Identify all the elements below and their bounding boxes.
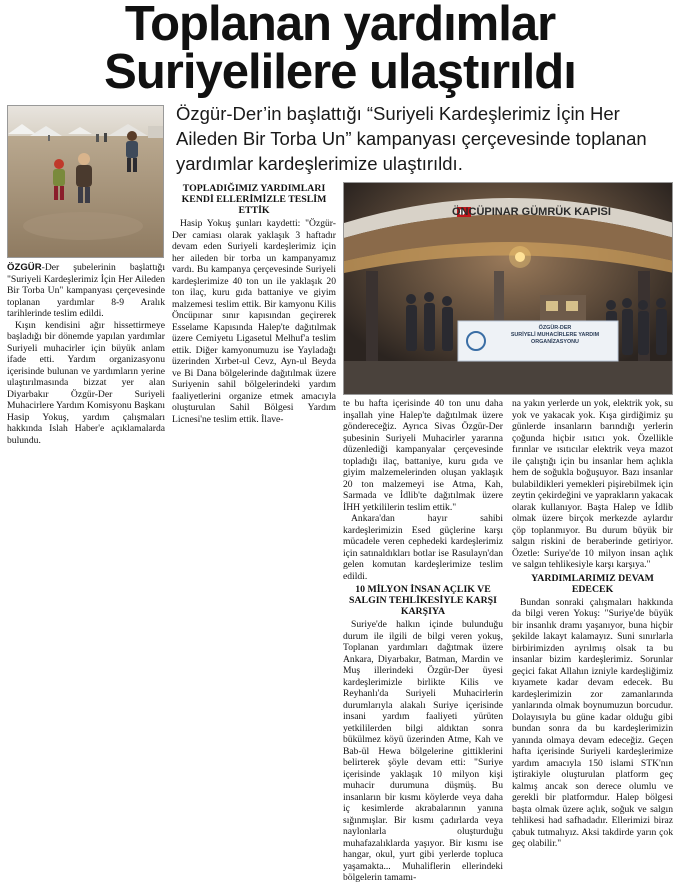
col4-subheading: YARDIMLARIMIZ DEVAM EDECEK (531, 572, 654, 595)
banner-line-1: ÖZGÜR-DER (538, 325, 572, 331)
banner-line-3: ORGANİZASYONU (531, 339, 579, 345)
col4-paragraph-1: na yakın yerlerde un yok, elektrik yok, su yok ve yakacak yok. Kışa girdiğimiz şu günlerde insanların barındığı yerlerin çoğunda hiçbir ısıtıcı yok. Özellikle fırınlar ve ısıtıcılar elektrik veya mazot ile çalıştığı için bu insanlar hem açlıkla hem de soğukla boğuşuyor. Bazı insanlar bulabildikleri yemekleri pişirebilmek için zeytin çekirdeğini ve yaprakların yakacak olarak kullanıyor. Başta Halep ve İdlib olmak üzere birçok merkezde aylardır çöp toplanmıyor. Bu durum büyük bir salgın riskini de beraberinde getiriyor. Özetle: Suriye'de 10 milyon insan açlık ve salgın tehlikesiyle karşı karşıya." (512, 398, 673, 570)
col3-paragraph-1: te bu hafta içerisinde 40 ton unu daha inşallah yine Halep'te dağıtılmak üzere göndereceğiz. Ayrıca Sivas Özgür-Der şubesinin Suriyeli Muhacirler yararına düzenlediği kampanyalar çerçevesinde topladığı ilaç, battaniye, kuru gıda ve giyim malzemelerinden oluşan yaklaşık 20 ton malzemeyi ise Atma, Kah, Sarmada ve İdlib'te dağıtılmak üzere İHH yetkililerin teslim ettik." (343, 398, 503, 513)
lead-paragraph: Özgür-Der’in başlattığı “Suriyeli Kardeşlerimiz İçin Her Aileden Bir Torba Un” kampanyası çerçevesinde toplanan yardımlar kardeşlerimize ulaştırıldı. (176, 103, 647, 174)
camp-children-illustration (8, 106, 164, 258)
headline-line-2: Suriyelilere ulaştırıldı (104, 45, 576, 99)
col3-paragraph-2: Ankara'dan hayır sahibi kardeşlerimizin Esed güçlerine karşı mücadele veren cephedeki kardeşlerimiz için satınaldıkları botlar ise Rasulayn'dan gelen komutan kardeşlerimize teslim edildi. (343, 513, 503, 582)
col1-paragraph-2: Kışın kendisini ağır hissettirmeye başladığı bir dönemde yapılan yardımlar Suriyeli muhacirler için büyük anlam ifade etti. Yardım organizasyonu içerisinde bulunan ve yardımların yerine ulaştırılmasında bizzat yer alan Diyarbakır Özgür-Der Suriyeli Muhacirlere Yardım Komisyonu Başkanı Hasip Yokuş, yardım çalışmaları hakkında Islah Haber'e açıklamalarda bulundu. (7, 319, 165, 446)
col3-paragraph-3: Suriye'de halkın içinde bulunduğu durum ile ilgili de bilgi veren yokuş, Toplanan yardımları dağıtmak üzere Ankara, Diyarbakır, Batman, Mardin ve Muş illerindeki Özgür-Der üyesi kardeşlerimizle birlikte Kilis ve Reyhanlı'da Suriyeli Muhacirlerin durumlarıyla alakalı Suriye içerisinde insani yardım faaliyeti yürüten yetkililerden bilgi aldıktan sonra bükülmez köyü üzerinden Atme, Kah ve Bab-ül Hewa bölgelerine gittiklerini belirterek şöyle devam etti: "Suriye içerisinde yaklaşık 10 milyon kişi muhacir durumuna düşmüş. Bu insanların bir kısmı köylerde veya daha iç kesimlerde akrabalarının yanına sığınmışlar. Bir kısmı çadırlarda veya naylonlarla oluşturduğu muhafazalıklarda yaşıyor. Bir kısmı ise hangar, okul, yurt gibi yerlerde topluca yaşamakta... Muhaliflerin ellerindeki bölgelerin tamamı- (343, 619, 503, 883)
col2-paragraph-1: Hasip Yokuş şunları kaydetti: "Özgür-Der camiası olarak yaklaşık 3 haftadır devam eden Suriyeli kardeşlerimiz için her aileden bir torba un kampanyamız vardı. Bu kampanya çerçevesinde Suriyeli kardeşlerimize 40 ton un ile yaklaşık 20 ton ilaç, kuru gıda battaniye ve giyim malzemesi teslim ettik. Bir kamyonu Kilis Öncüpınar sınır kapısından geçirerek Esselame Kapısında Halep'te dağıtılmak üzere Cemiyetu Ligasetul Melhuf'a teslim ettik. Diğer kamyonumuzu ise Yayladağı üzerinden Xırbet-ul Cevz, Ayn-ul Beyda ve Bi Dana bölgelerinde dağıtılmak üzere Suriyenin sahil bölgelerindeki yardım faaliyetlerini organize etmek amacıyla oluşturulan Sahil Bölgesi Yardım Licnesi'ne teslim ettik. İlave- (172, 218, 336, 425)
yardim-banner (494, 325, 616, 346)
banner-line-2: SURİYELİ MUHACİRLERE YARDIM (510, 332, 600, 338)
gate-sign: ÖNCÜPINAR GÜMRÜK KAPISI (452, 206, 611, 218)
col2-subheading: TOPLADIĞIMIZ YARDIMLARI KENDİ ELLERİMİZLE TESLİM ETTİK (181, 183, 327, 216)
camp-children-photo (7, 105, 164, 258)
headline (0, 0, 680, 99)
column-4 (512, 398, 673, 850)
headline-line-1: Toplanan yardımlar (124, 0, 556, 51)
column-2 (172, 181, 336, 425)
col3-subheading: 10 MİLYON İNSAN AÇLIK VE SALGIN TEHLİKESİYLE KARŞI KARŞIYA (349, 584, 497, 617)
col1-lead-in: ÖZGÜR (7, 262, 42, 273)
col1-p1-text: -Der şubelerinin başlattığı "Suriyeli Kardeşlerimiz İçin Her Aileden Bir Torba Un" kampanyası çerçevesinde toplanan yardımlar 8-9 Aralık tarihlerinde teslim edildi. (7, 262, 165, 319)
border-gate-photo (343, 182, 673, 395)
col4-paragraph-2: Bundan sonraki çalışmaları hakkında da bilgi veren Yokuş: "Suriye'de büyük bir insanlık dramı yaşanıyor, buna hiçbir şekilde lakayt kalamayız. Suni sınırlarla birbirimizden ayrılmış olsak ta bu insanlar bizim kardeşlerimiz. Sorunlar geçici fakat Allahın izniyle kardeşliğimiz kıyamete kadar devam edecek. Bu kardeşlerimizin zor zamanlarında yanlarında olmak boynumuzun borcudur. Dolayısıyla bu güne kadar olduğu gibi bundan sonra da bu kardeşlerimizin yanında olmaya devam edeceğiz. Geçen hafta içerisinde Suriyeli kardeşlerimize yardım amacıyla 150 islami STK'nın iştirakiyle oluşturulan platform geç kalmış ancak son derece olumlu ve gerekli bir platformdur. Halep bölgesi başta olmak üzere açlık, soğuk ve salgın tehlikesi had safhadadır. Ellerimizi biraz çabuk tutmalıyız. Aksi takdirde yarın çok geç olabilir." (512, 596, 673, 849)
col1-paragraph-1 (7, 262, 165, 320)
column-3 (343, 398, 503, 884)
column-1 (7, 262, 165, 446)
